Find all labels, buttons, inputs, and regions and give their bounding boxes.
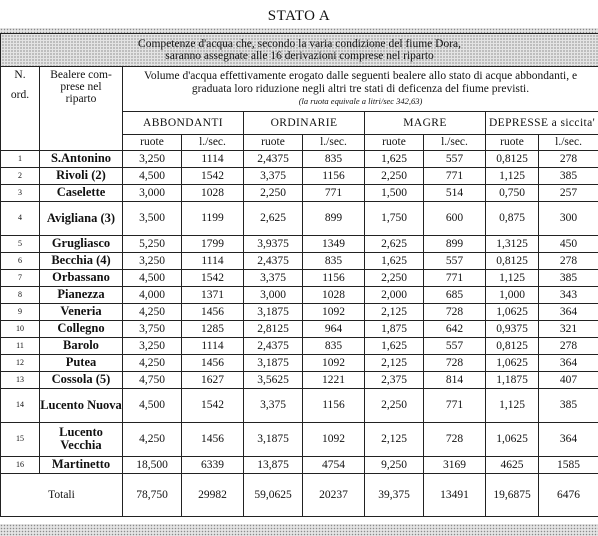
unit-lsec: l./sec. [182, 134, 244, 150]
lsec-value: 557 [424, 150, 486, 167]
bealere-name: Lucento Vecchia [40, 422, 123, 456]
row-number: 11 [1, 337, 40, 354]
lsec-value: 1349 [303, 235, 365, 252]
ruote-value: 3,5625 [244, 371, 303, 388]
table-row [1, 320, 598, 337]
ruote-value: 4,250 [123, 422, 182, 456]
row-number: 9 [1, 303, 40, 320]
lsec-value: 685 [424, 286, 486, 303]
lsec-value: 1627 [182, 371, 244, 388]
lsec-value: 514 [424, 184, 486, 201]
lsec-value: 1114 [182, 252, 244, 269]
header-row [1, 67, 598, 112]
ruote-value: 1,000 [486, 286, 539, 303]
row-number: 14 [1, 388, 40, 422]
ruote-value: 1,0625 [486, 354, 539, 371]
bealere-name: S.Antonino [40, 150, 123, 167]
lsec-value: 300 [539, 201, 598, 235]
lsec-value: 1285 [182, 320, 244, 337]
totals-row [1, 473, 598, 516]
ruote-value: 9,250 [365, 456, 424, 473]
ruote-value: 3,375 [244, 388, 303, 422]
unit-ruote: ruote [244, 134, 303, 150]
total-cell: 6476 [539, 473, 598, 516]
total-cell: 59,0625 [244, 473, 303, 516]
lsec-value: 835 [303, 150, 365, 167]
lsec-value: 1114 [182, 337, 244, 354]
row-number: 2 [1, 167, 40, 184]
ruote-value: 5,250 [123, 235, 182, 252]
ruote-value: 2,4375 [244, 150, 303, 167]
ruote-value: 3,375 [244, 269, 303, 286]
ruote-value: 4,250 [123, 303, 182, 320]
lsec-value: 364 [539, 354, 598, 371]
ruote-value: 3,1875 [244, 303, 303, 320]
ruote-value: 2,125 [365, 354, 424, 371]
ruote-value: 3,250 [123, 337, 182, 354]
lsec-value: 364 [539, 303, 598, 320]
table-caption [1, 34, 598, 67]
lsec-value: 1799 [182, 235, 244, 252]
caption-line-1: Competenze d'acqua che, secondo la varia condizione del fiume Dora, [138, 38, 462, 50]
lsec-value: 642 [424, 320, 486, 337]
ruote-value: 1,750 [365, 201, 424, 235]
total-cell: 13491 [424, 473, 486, 516]
lsec-value: 1456 [182, 303, 244, 320]
lsec-value: 1542 [182, 388, 244, 422]
ruote-value: 2,250 [244, 184, 303, 201]
lsec-value: 1156 [303, 269, 365, 286]
ruote-value: 3,375 [244, 167, 303, 184]
table-row [1, 337, 598, 354]
lsec-value: 771 [303, 184, 365, 201]
ruote-value: 2,625 [365, 235, 424, 252]
row-number: 12 [1, 354, 40, 371]
ruote-value: 2,8125 [244, 320, 303, 337]
ruote-value: 1,625 [365, 150, 424, 167]
bealere-name: Cossola (5) [40, 371, 123, 388]
lsec-value: 728 [424, 422, 486, 456]
ruote-value: 1,3125 [486, 235, 539, 252]
ruote-value: 13,875 [244, 456, 303, 473]
ruote-value: 2,000 [365, 286, 424, 303]
lsec-value: 385 [539, 388, 598, 422]
ruote-value: 4,500 [123, 269, 182, 286]
lsec-value: 1114 [182, 150, 244, 167]
ruota-note: (la ruota equivale a litri/sec 342,63) [298, 96, 423, 106]
bealere-name: Pianezza [40, 286, 123, 303]
lsec-value: 321 [539, 320, 598, 337]
lsec-value: 1542 [182, 167, 244, 184]
lsec-value: 1456 [182, 354, 244, 371]
ruote-value: 2,375 [365, 371, 424, 388]
row-number: 1 [1, 150, 40, 167]
lsec-value: 1456 [182, 422, 244, 456]
ruote-value: 0,875 [486, 201, 539, 235]
ruote-value: 2,125 [365, 303, 424, 320]
lsec-value: 1542 [182, 269, 244, 286]
ruote-value: 0,9375 [486, 320, 539, 337]
total-cell: 29982 [182, 473, 244, 516]
unit-lsec: l./sec. [424, 134, 486, 150]
bealere-name: Veneria [40, 303, 123, 320]
lsec-value: 1092 [303, 422, 365, 456]
volume-description: Volume d'acqua effettivamente erogato dalle seguenti bealere allo stato di acque abbondanti, e graduata loro riduzione negli altri tre stati di deficenza del fiume previsti. (la ruota equivale a litri/sec 342,63) [123, 67, 598, 112]
ruote-value: 4,500 [123, 388, 182, 422]
unit-lsec: l./sec. [303, 134, 365, 150]
ruote-value: 1,625 [365, 337, 424, 354]
ruote-value: 3,1875 [244, 354, 303, 371]
ruote-value: 3,9375 [244, 235, 303, 252]
ruote-value: 1,1875 [486, 371, 539, 388]
ruote-value: 0,750 [486, 184, 539, 201]
lsec-value: 1221 [303, 371, 365, 388]
lsec-value: 964 [303, 320, 365, 337]
bealere-name: Lucento Nuova [40, 388, 123, 422]
table-row [1, 269, 598, 286]
ruote-value: 0,8125 [486, 252, 539, 269]
lsec-value: 557 [424, 337, 486, 354]
ruote-value: 2,4375 [244, 252, 303, 269]
table-body [1, 150, 598, 473]
row-number: 15 [1, 422, 40, 456]
lsec-value: 1371 [182, 286, 244, 303]
ruote-value: 18,500 [123, 456, 182, 473]
group-ordinarie: ORDINARIE [244, 111, 365, 134]
row-number: 5 [1, 235, 40, 252]
ruote-value: 1,125 [486, 167, 539, 184]
ruote-value: 2,4375 [244, 337, 303, 354]
lsec-value: 407 [539, 371, 598, 388]
lsec-value: 835 [303, 337, 365, 354]
lsec-value: 600 [424, 201, 486, 235]
unit-ruote: ruote [123, 134, 182, 150]
ruote-value: 4,000 [123, 286, 182, 303]
ruote-value: 1,125 [486, 388, 539, 422]
lsec-value: 343 [539, 286, 598, 303]
ruote-value: 0,8125 [486, 150, 539, 167]
bealere-name: Rivoli (2) [40, 167, 123, 184]
bealere-name: Avigliana (3) [40, 201, 123, 235]
ruote-value: 2,250 [365, 388, 424, 422]
table-row [1, 252, 598, 269]
lsec-value: 385 [539, 167, 598, 184]
group-depresse: DEPRESSE a siccita' [486, 111, 598, 134]
ruote-value: 3,000 [244, 286, 303, 303]
lsec-value: 3169 [424, 456, 486, 473]
lsec-value: 278 [539, 337, 598, 354]
row-number: 8 [1, 286, 40, 303]
lsec-value: 385 [539, 269, 598, 286]
ord-number-header: N. ord. [1, 67, 40, 151]
ruote-value: 4625 [486, 456, 539, 473]
unit-ruote: ruote [365, 134, 424, 150]
lsec-value: 278 [539, 150, 598, 167]
bealere-name: Caselette [40, 184, 123, 201]
lsec-value: 278 [539, 252, 598, 269]
bealere-name: Becchia (4) [40, 252, 123, 269]
table-row [1, 354, 598, 371]
ruote-value: 2,625 [244, 201, 303, 235]
total-cell: 20237 [303, 473, 365, 516]
table-row [1, 422, 598, 456]
row-number: 13 [1, 371, 40, 388]
lsec-value: 557 [424, 252, 486, 269]
ruote-value: 3,000 [123, 184, 182, 201]
lsec-value: 728 [424, 354, 486, 371]
bealere-name: Collegno [40, 320, 123, 337]
group-magre: MAGRE [365, 111, 486, 134]
caption-line-2: saranno assegnate alle 16 derivazioni comprese nel riparto [165, 50, 434, 62]
table-row [1, 371, 598, 388]
ruote-value: 4,750 [123, 371, 182, 388]
lsec-value: 1156 [303, 167, 365, 184]
ruote-value: 1,0625 [486, 303, 539, 320]
bealere-name: Orbassano [40, 269, 123, 286]
bealere-header: Bealere com- prese nel riparto [40, 67, 123, 151]
ruote-value: 1,625 [365, 252, 424, 269]
row-number: 7 [1, 269, 40, 286]
lsec-value: 364 [539, 422, 598, 456]
lsec-value: 771 [424, 388, 486, 422]
lsec-value: 6339 [182, 456, 244, 473]
total-cell: 39,375 [365, 473, 424, 516]
water-allocation-table [0, 33, 598, 517]
lsec-value: 1092 [303, 303, 365, 320]
lsec-value: 1585 [539, 456, 598, 473]
row-number: 10 [1, 320, 40, 337]
lsec-value: 1092 [303, 354, 365, 371]
ruote-value: 1,0625 [486, 422, 539, 456]
total-cell: 19,6875 [486, 473, 539, 516]
table-row [1, 303, 598, 320]
lsec-value: 1028 [303, 286, 365, 303]
bealere-name: Martinetto [40, 456, 123, 473]
ruote-value: 0,8125 [486, 337, 539, 354]
ruote-value: 2,125 [365, 422, 424, 456]
bottom-border [0, 524, 598, 536]
lsec-value: 771 [424, 167, 486, 184]
table-row [1, 184, 598, 201]
ruote-value: 4,500 [123, 167, 182, 184]
unit-lsec: l./sec. [539, 134, 598, 150]
table-row [1, 286, 598, 303]
lsec-value: 899 [424, 235, 486, 252]
row-number: 6 [1, 252, 40, 269]
lsec-value: 257 [539, 184, 598, 201]
ruote-value: 3,500 [123, 201, 182, 235]
row-number: 16 [1, 456, 40, 473]
lsec-value: 899 [303, 201, 365, 235]
table-row [1, 456, 598, 473]
ruote-value: 2,250 [365, 269, 424, 286]
ruote-value: 1,875 [365, 320, 424, 337]
lsec-value: 1156 [303, 388, 365, 422]
ruote-value: 1,125 [486, 269, 539, 286]
lsec-value: 814 [424, 371, 486, 388]
lsec-value: 1199 [182, 201, 244, 235]
total-cell: 78,750 [123, 473, 182, 516]
unit-ruote: ruote [486, 134, 539, 150]
caption-row [1, 34, 598, 67]
table-row [1, 388, 598, 422]
lsec-value: 835 [303, 252, 365, 269]
lsec-value: 4754 [303, 456, 365, 473]
bealere-name: Putea [40, 354, 123, 371]
table-row [1, 201, 598, 235]
lsec-value: 771 [424, 269, 486, 286]
ruote-value: 3,250 [123, 252, 182, 269]
totals-label: Totali [1, 473, 123, 516]
group-abbondanti: ABBONDANTI [123, 111, 244, 134]
bealere-name: Grugliasco [40, 235, 123, 252]
ruote-value: 3,750 [123, 320, 182, 337]
table-row [1, 235, 598, 252]
row-number: 4 [1, 201, 40, 235]
bealere-name: Barolo [40, 337, 123, 354]
table-row [1, 167, 598, 184]
lsec-value: 728 [424, 303, 486, 320]
table-row [1, 150, 598, 167]
ruote-value: 2,250 [365, 167, 424, 184]
row-number: 3 [1, 184, 40, 201]
ruote-value: 3,250 [123, 150, 182, 167]
table-title: STATO A [267, 8, 331, 24]
lsec-value: 450 [539, 235, 598, 252]
lsec-value: 1028 [182, 184, 244, 201]
ruote-value: 1,500 [365, 184, 424, 201]
ruote-value: 4,250 [123, 354, 182, 371]
ruote-value: 3,1875 [244, 422, 303, 456]
